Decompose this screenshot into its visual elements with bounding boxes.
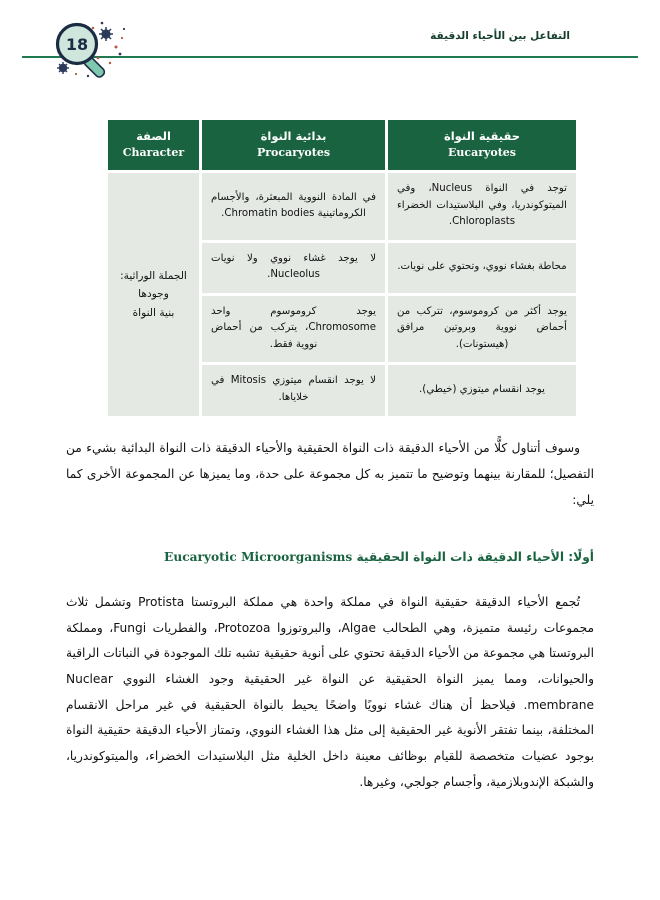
main-paragraph: تُجمع الأحياء الدقيقة حقيقية النواة في مملكة واحدة هي مملكة البروتستا Protista وتشمل ثلاث مجموعات رئيسة متميزة، وهي الطحالب Algae، والبروتوزوا Protozoa، والفطريات Fungi، ومملكة البروتستا هي مجموعة من الأحياء الدقيقة تحتوي على أنوية حقيقية تشبه تلك الموجودة في النباتات الراقية والحيوانات، ومما يميز النواة الحقيقية عن النواة غير الحقيقية وجود الغشاء النووي Nuclear membrane. فيلاحظ أن هناك غشاء نوويًا واضحًا يحيط بالنواة الحقيقية في غير مراحل الانقسام المختلفة، بينما تفتقر الأنوية غير الحقيقية إلى مثل هذا الغشاء النووي، وتمتاز الأحياء الدقيقة حقيقية النواة بوجود عضيات متخصصة للقيام بوظائف معينة داخل الخلية مثل البلاستيدات الخضراء، والميتوكوندريا، والشبكة الإندوبلازمية، وأجسام جولجي، وغيرها. [66,595,594,789]
intro-paragraph: وسوف أتناول كلًّا من الأحياء الدقيقة ذات النواة الحقيقية والأحياء الدقيقة ذات النواة البدائية بشيء من التفصيل؛ للمقارنة بينهما وتوضيح ما تتميز به كل مجموعة على حدة، وما يميزها عن المجموعة الأخرى كما يلي: [66,441,594,507]
column-header-eucaryotes-en: Eucaryotes [447,145,516,159]
cell-eucaryotes-3: يوجد أكثر من كروموسوم، تتركب من أحماض نووية وبروتين مرافق (هيستونات). [388,296,576,363]
page-number-text: 18 [65,35,89,54]
column-header-procaryotes-ar: بدائية النواة [260,129,327,143]
column-header-procaryotes [202,120,385,170]
running-header-title: التفاعل بين الأحياء الدقيقة [430,30,570,42]
column-header-character-ar: الصفة [136,129,171,143]
section-heading-english: Eucaryotic Microorganisms [164,550,353,565]
cell-procaryotes-3: يوجد كروموسوم واحد Chromosome، يتركب من أحماض نووية فقط. [202,296,385,363]
cell-eucaryotes-1: توجد في النواة Nucleus، وفي الميتوكوندريا، وفي البلاستيدات الخضراء Chloroplasts. [388,173,576,240]
section-heading-arabic: أولًا: الأحياء الدقيقة ذات النواة الحقيقية [356,550,594,565]
column-header-eucaryotes [388,120,576,170]
column-header-procaryotes-en: Procaryotes [256,145,331,159]
page-header [0,30,660,76]
comparison-table [105,117,579,419]
cell-eucaryotes-4: يوجد انقسام ميتوزي (خيطي). [388,365,576,415]
column-header-character-en: Character [122,145,185,159]
page-number-badge [36,14,132,90]
cell-procaryotes-4: لا يوجد انقسام ميتوزي Mitosis في خلاياها. [202,365,385,415]
cell-character-merged: الجملة الوراثية: وجودها بنية النواة [108,173,199,415]
column-header-character [108,120,199,170]
section-heading [66,548,594,566]
table-row [108,173,576,240]
cell-procaryotes-2: لا يوجد غشاء نووي ولا نويات Nucleolus. [202,243,385,293]
table-body [108,173,576,415]
cell-eucaryotes-2: محاطة بغشاء نووي، وتحتوي على نويات. [388,243,576,293]
table-header-row [108,120,576,170]
cell-procaryotes-1: في المادة النووية المبعثرة، والأجسام الكروماتينية Chromatin bodies. [202,173,385,240]
column-header-eucaryotes-ar: حقيقية النواة [443,129,521,143]
